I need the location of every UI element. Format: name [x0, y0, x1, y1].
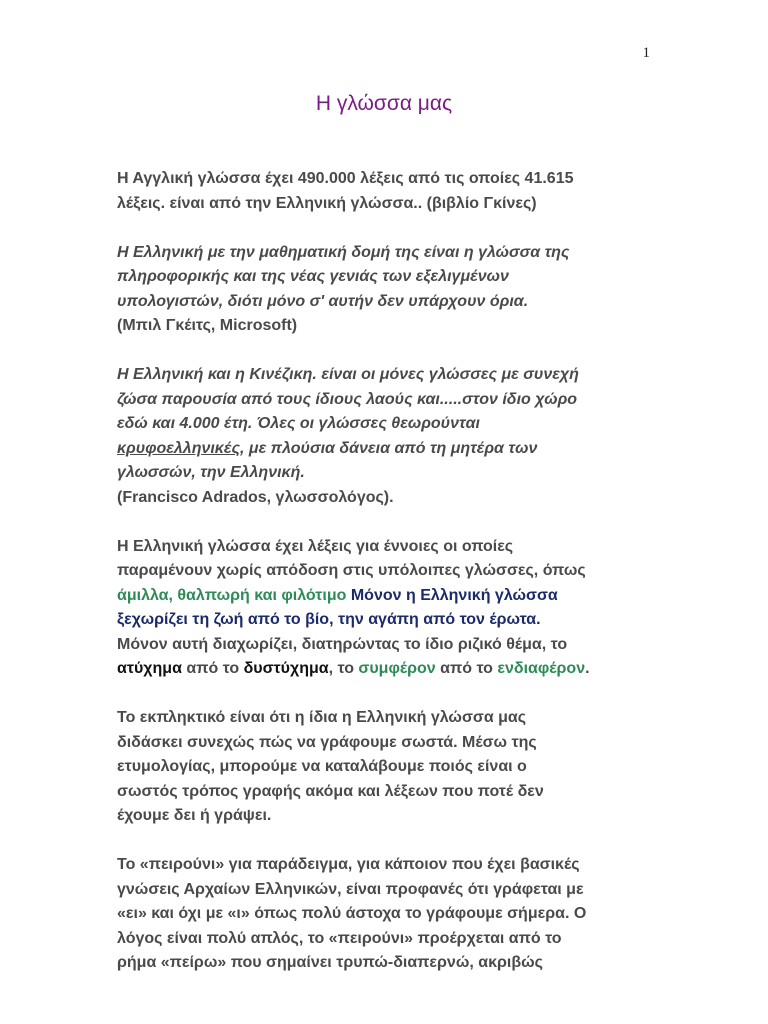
text-line: παραμένουν χωρίς απόδοση στις υπόλοιπες γλώσσες, όπως: [117, 562, 586, 579]
highlighted-words-navy: Μόνον η Ελληνική γλώσσα: [346, 586, 558, 604]
paragraph-bill-gates-quote: [117, 241, 677, 339]
paragraph-english-words: [117, 167, 677, 216]
text-line: Η Αγγλική γλώσσα έχει 490.000 λέξεις από τις οποίες 41.615: [117, 170, 574, 187]
text-line: ετυμολογίας, μπορούμε να καταλάβουμε ποιός είναι ο: [117, 758, 527, 775]
text-fragment: .: [585, 660, 590, 677]
quote-attribution: (Μπιλ Γκέιτς, Microsoft): [117, 317, 298, 334]
text-line-navy: ξεχωρίζει τη ζωή από το βίο, την αγάπη από τον έρωτα.: [117, 611, 541, 628]
text-line: [117, 584, 677, 609]
page-number: 1: [642, 45, 650, 61]
text-line: γνώσεις Αρχαίων Ελληνικών, είναι προφανές ότι γράφεται με: [117, 880, 584, 898]
paragraph-adrados-quote: [117, 363, 677, 510]
word-symferon: συμφέρον: [358, 660, 436, 677]
quote-line: Η Ελληνική με την μαθηματική δομή της είναι η γλώσσα της: [117, 243, 570, 261]
quote-line: [117, 437, 677, 462]
text-line: [117, 657, 677, 682]
paragraph-unique-concepts: [117, 535, 677, 682]
document-body: [117, 167, 677, 1000]
text-line: λέξεις. είναι από την Ελληνική γλώσσα.. (βιβλίο Γκίνες): [117, 194, 537, 212]
text-line: «ει» και όχι με «ι» όπως πολύ άστοχα το γράφουμε σήμερα. Ο: [117, 905, 587, 922]
word-endiaferon: ενδιαφέρον: [497, 660, 586, 677]
text-line: Το «πειρούνι» για παράδειγμα, για κάποιον που έχει βασικές: [117, 856, 580, 873]
quote-line: γλωσσών, την Ελληνική.: [117, 464, 305, 481]
text-fragment: από το: [181, 660, 244, 677]
quote-attribution: (Francisco Adrados, γλωσσολόγος).: [117, 488, 394, 506]
text-line: διδάσκει συνεχώς πώς να γράφουμε σωστά. Μέσω της: [117, 733, 537, 751]
text-fragment: , το: [328, 660, 359, 677]
text-line: Μόνον αυτή διαχωρίζει, διατηρώντας το ίδιο ριζικό θέμα, το: [117, 635, 568, 653]
word-dystychima: δυστύχημα: [243, 660, 329, 677]
quote-line: πληροφορικής και της νέας γενιάς των εξελιγμένων: [117, 268, 509, 285]
text-line: έχουμε δει ή γράψει.: [117, 807, 272, 824]
underlined-word: κρυφοελληνικές: [117, 439, 241, 457]
quote-line: εδώ και 4.000 έτη. Όλες οι γλώσσες θεωρούνται: [117, 415, 480, 432]
paragraph-etymology: [117, 706, 677, 829]
text-line: σωστός τρόπος γραφής ακόμα και λέξεων που ποτέ δεν: [117, 782, 544, 800]
text-fragment: , με πλούσια δάνεια από τη μητέρα των: [240, 439, 538, 457]
quote-line: ζώσα παρουσία από τους ίδιους λαούς και.....στον ίδιο χώρο: [117, 390, 578, 408]
text-fragment: από το: [435, 660, 498, 677]
quote-line: Η Ελληνική και η Κινέζικη. είναι οι μόνες γλώσσες με συνεχή: [117, 366, 579, 383]
text-line: Η Ελληνική γλώσσα έχει λέξεις για έννοιες οι οποίες: [117, 537, 514, 555]
text-line: ρήμα «πείρω» που σημαίνει τρυπώ-διαπερνώ, ακριβώς: [117, 954, 543, 971]
quote-line: υπολογιστών, διότι μόνο σ' αυτήν δεν υπάρχουν όρια.: [117, 292, 529, 310]
text-line: λόγος είναι πολύ απλός, το «πειρούνι» προέρχεται από το: [117, 929, 562, 947]
page-title: Η γλώσσα μας: [315, 92, 453, 115]
paragraph-pirouni-example: [117, 853, 677, 976]
highlighted-words-green: άμιλλα, θαλπωρή και φιλότιμο: [117, 586, 347, 604]
word-atychima: ατύχημα: [117, 660, 182, 677]
text-line: Το εκπληκτικό είναι ότι η ίδια η Ελληνική γλώσσα μας: [117, 709, 527, 726]
